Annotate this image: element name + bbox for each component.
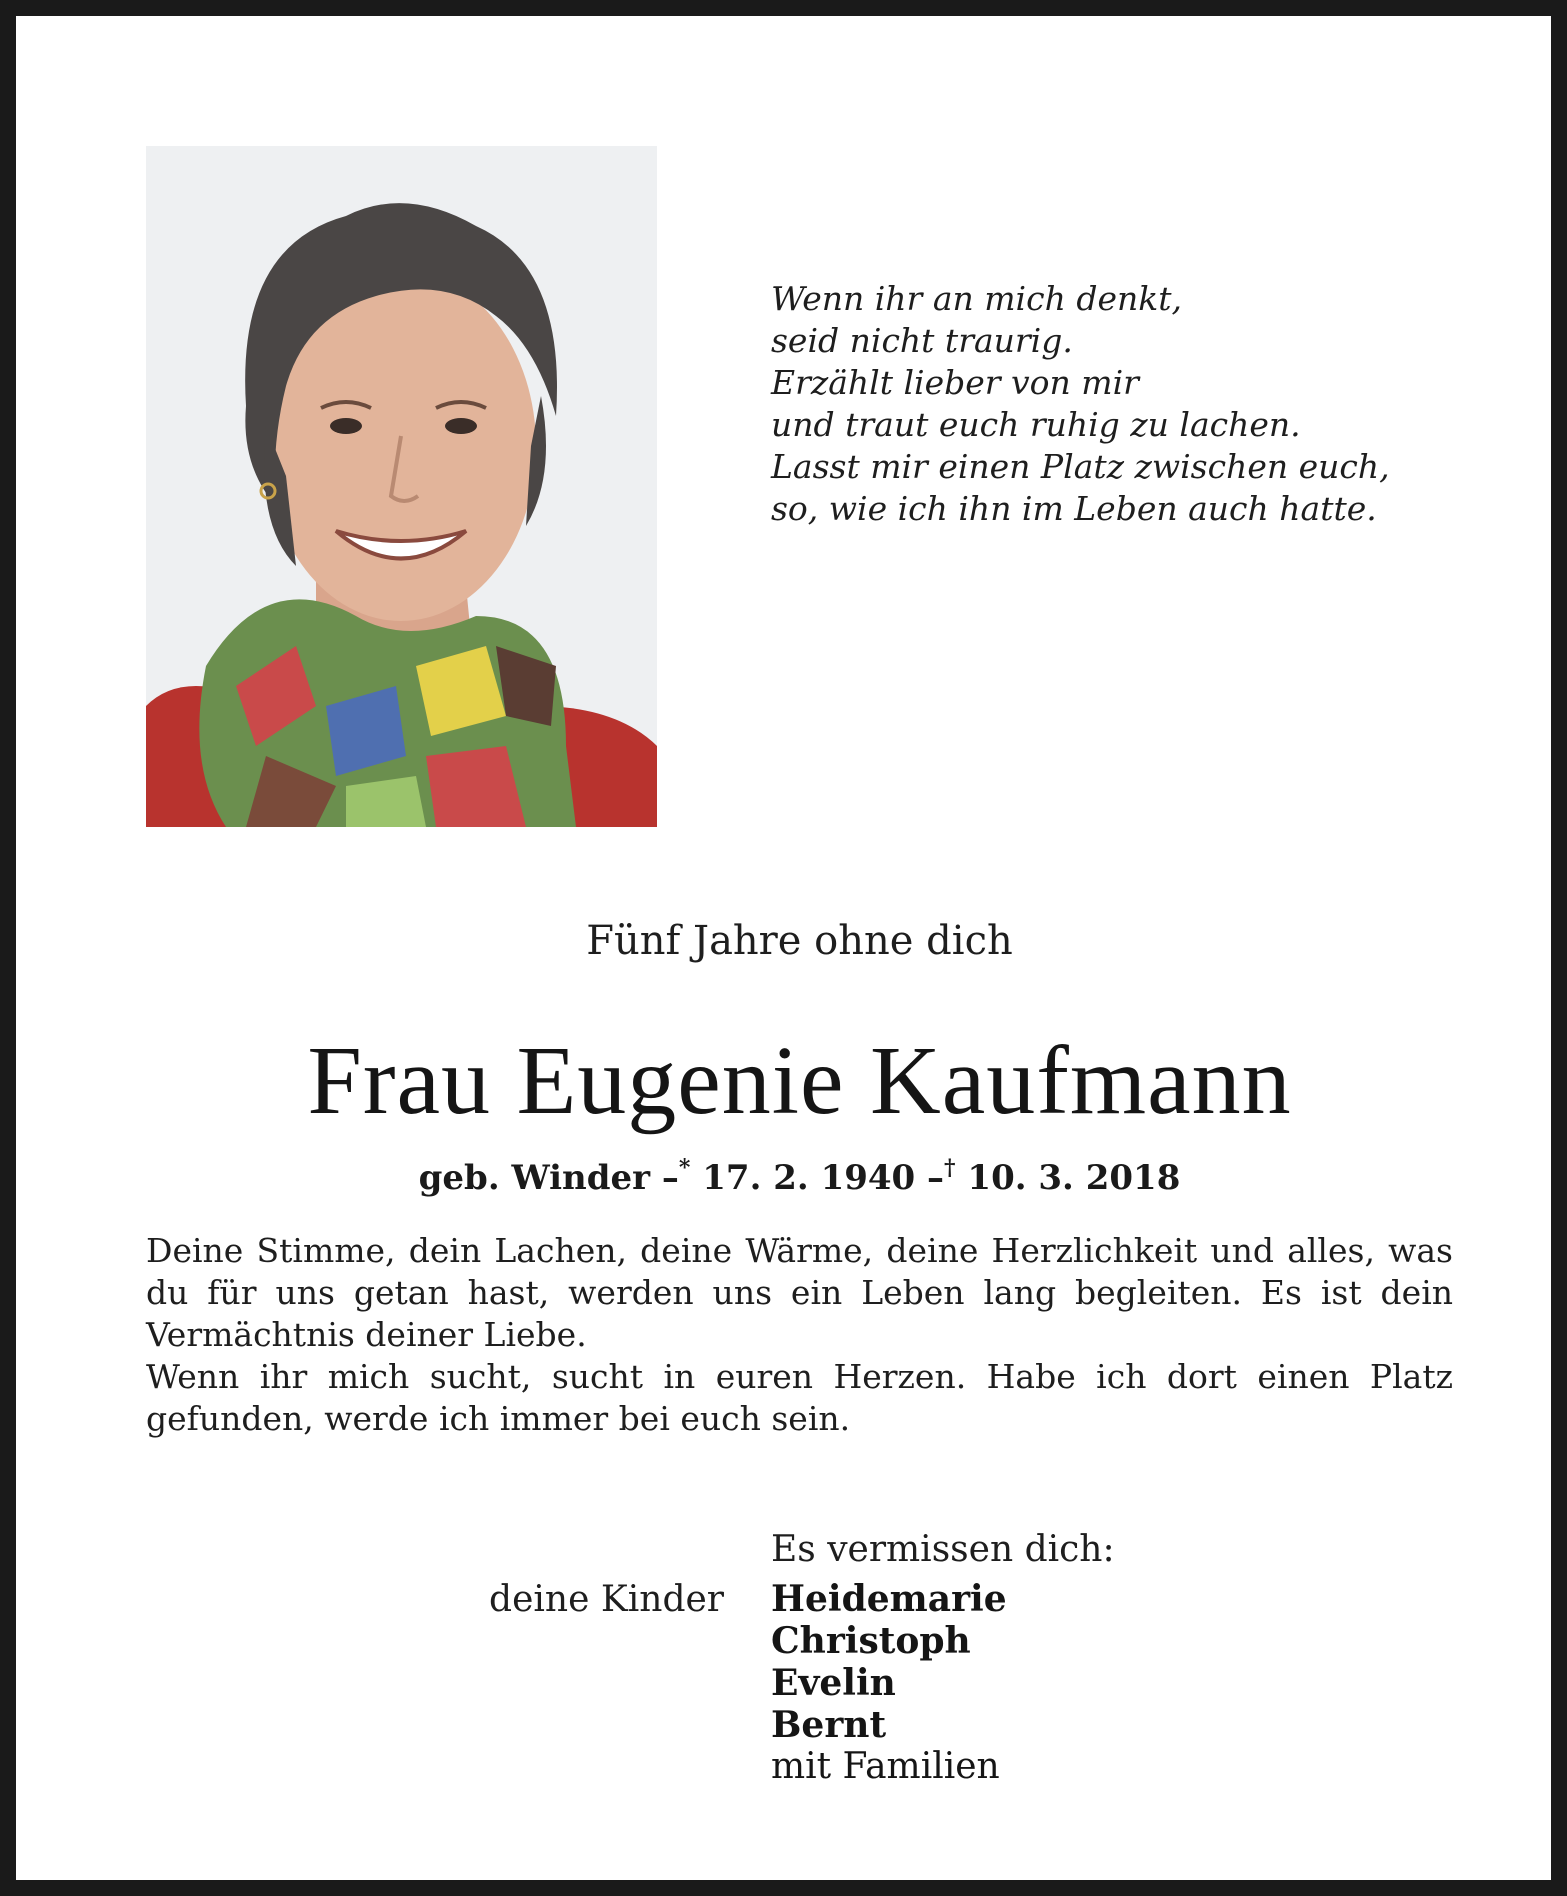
memorial-paragraph: Deine Stimme, dein Lachen, deine Wärme, deine Herzlichkeit und alles, was du für uns getan hast, werden uns ein Leben lang begleiten. Es ist dein Vermächtnis deiner Liebe. (146, 1231, 1453, 1354)
portrait-photo (146, 146, 657, 827)
poem-line: seid nicht traurig. (771, 321, 1073, 360)
anniversary-subtitle: Fünf Jahre ohne dich (586, 918, 1013, 964)
mourners-relation: deine Kinder (489, 1579, 724, 1620)
child-name: Heidemarie (771, 1578, 1007, 1620)
memorial-paragraph: Wenn ihr mich sucht, sucht in euren Herzen. Habe ich dort einen Platz gefunden, werde ich immer bei euch sein. (146, 1357, 1453, 1438)
poem-line: Wenn ihr an mich denkt, (771, 279, 1182, 318)
child-name: Bernt (771, 1704, 887, 1746)
death-symbol: † (944, 1155, 956, 1181)
deceased-name: Frau Eugenie Kaufmann (307, 1027, 1292, 1135)
child-name: Evelin (771, 1662, 896, 1704)
date-separator: – (661, 1158, 679, 1198)
poem-line: Erzählt lieber von mir (771, 363, 1139, 402)
birth-symbol: * (678, 1155, 691, 1181)
life-dates (16, 1146, 1567, 1200)
memorial-poem (771, 278, 1471, 530)
mourners-list (771, 1578, 1007, 1788)
birth-date: 17. 2. 1940 (702, 1158, 916, 1198)
families-suffix: mit Familien (771, 1746, 1000, 1787)
memorial-text (146, 1230, 1453, 1440)
poem-line: so, wie ich ihn im Leben auch hatte. (771, 489, 1377, 528)
child-name: Christoph (771, 1620, 971, 1662)
death-date: 10. 3. 2018 (967, 1158, 1181, 1198)
poem-line: Lasst mir einen Platz zwischen euch, (771, 447, 1390, 486)
poem-line: und traut euch ruhig zu lachen. (771, 405, 1301, 444)
mourners-label: Es vermissen dich: (771, 1529, 1115, 1570)
date-separator: – (927, 1158, 945, 1198)
maiden-name: geb. Winder (418, 1158, 651, 1198)
